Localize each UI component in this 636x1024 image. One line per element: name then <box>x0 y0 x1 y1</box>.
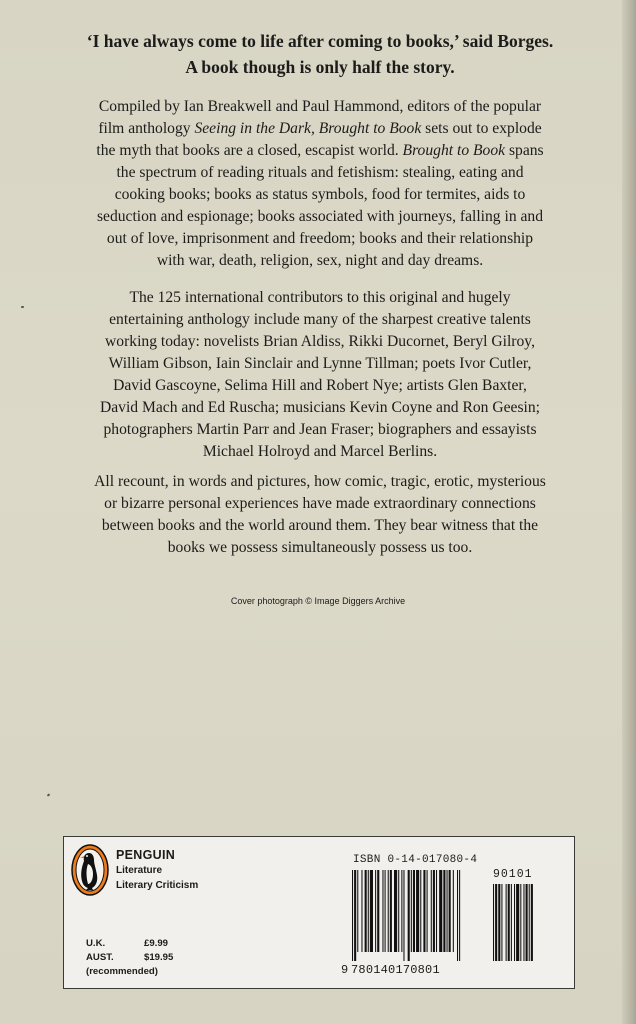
blurb-line <box>70 140 570 162</box>
barcode-bar <box>447 870 448 952</box>
barcode-bar <box>408 870 410 961</box>
price-region: U.K. <box>86 938 106 949</box>
quote-line-1: ‘I have always come to life after coming to books,’ said Borges. <box>86 31 554 51</box>
price-recommended: (recommended) <box>86 966 158 977</box>
barcode-addon-bar <box>506 884 507 961</box>
barcode-addon-bar <box>529 884 530 961</box>
blurb-line: All recount, in words and pictures, how comic, tragic, erotic, mysterious <box>94 473 546 490</box>
barcode-bar <box>427 870 428 952</box>
price-row-uk <box>86 937 173 951</box>
publisher-name: PENGUIN <box>116 848 176 862</box>
barcode-bar <box>375 870 376 952</box>
barcode-addon-bar <box>516 884 519 961</box>
book-title-italic: Seeing in the Dark, Brought to Book <box>194 120 422 137</box>
category-literature: Literature <box>116 865 163 876</box>
blurb-text: sets out to explode <box>421 120 542 137</box>
price-addon-digits: 90101 <box>493 868 533 881</box>
blurb-line: seduction and espionage; books associated with journeys, falling in and <box>96 208 544 225</box>
book-title-italic: Brought to Book <box>402 142 506 159</box>
borges-quote <box>40 28 600 80</box>
barcode-addon-bar <box>493 884 494 961</box>
price-value: $19.95 <box>144 952 174 963</box>
barcode-addon-bar <box>495 884 497 961</box>
barcode-bar <box>433 870 435 952</box>
ean-right-digits: 170801 <box>395 963 440 977</box>
barcode-addon-bar <box>526 884 528 961</box>
barcode-bar <box>449 870 451 952</box>
isbn-number: ISBN 0-14-017080-4 <box>353 854 478 866</box>
price-value: £9.99 <box>144 938 169 949</box>
barcode-addon-bar <box>520 884 521 961</box>
blurb-paragraph-3 <box>70 471 570 559</box>
barcode-bar <box>416 870 419 952</box>
barcode-bar <box>443 870 445 952</box>
blurb-text: the myth that books are a closed, escapist world. <box>96 142 403 159</box>
barcode-bar <box>385 870 386 952</box>
barcode-bar <box>398 870 399 952</box>
cover-photo-credit: Cover photograph © Image Diggers Archive <box>230 596 406 606</box>
barcode-bar <box>377 870 379 952</box>
barcode-addon-bar <box>498 884 500 961</box>
barcode-bar <box>388 870 389 952</box>
blurb-paragraph-1 <box>70 96 570 272</box>
barcode-bar <box>420 870 421 952</box>
barcode-bar <box>423 870 425 952</box>
barcode-bar <box>394 870 397 952</box>
blurb-line <box>70 118 570 140</box>
blurb-line: The 125 international contributors to this original and hugely <box>129 289 511 306</box>
penguin-logo-icon <box>71 844 109 896</box>
barcode-bar <box>439 870 442 952</box>
barcode-bar <box>365 870 367 952</box>
blurb-line: Michael Holroyd and Marcel Berlins. <box>202 443 438 460</box>
blurb-line: with war, death, religion, sex, night and day dreams. <box>156 252 484 269</box>
cover-spine-edge <box>622 0 636 1024</box>
blurb-paragraph-2 <box>70 287 570 463</box>
barcode-addon-bar <box>511 884 512 961</box>
barcode-bar <box>361 870 362 952</box>
blurb-line: books we possess simultaneously possess us too. <box>167 539 473 556</box>
barcode-addon-bar <box>514 884 515 961</box>
blurb-text: spans <box>505 142 544 159</box>
barcode-bar <box>453 870 454 952</box>
barcode <box>352 870 564 964</box>
barcode-bar <box>382 870 383 952</box>
barcode-bar <box>352 870 353 961</box>
blurb-text: film anthology <box>98 120 195 137</box>
blurb-line: between books and the world around them. They bear witness that the <box>101 517 539 534</box>
barcode-addon-bar <box>531 884 533 961</box>
blurb-line: out of love, imprisonment and freedom; books and their relationship <box>106 230 534 247</box>
publisher-block <box>116 848 198 893</box>
publisher-barcode-panel <box>63 836 575 989</box>
blurb-line: the spectrum of reading rituals and fetishism: stealing, eating and <box>116 164 524 181</box>
blurb-line: photographers Martin Parr and Jean Fraser; biographers and essayists <box>103 421 537 438</box>
print-speck <box>21 306 24 308</box>
barcode-addon-bar <box>501 884 502 961</box>
barcode-bar <box>401 870 402 952</box>
ean-first-digit: 9 <box>341 963 349 977</box>
blurb-line: entertaining anthology include many of the sharpest creative talents <box>109 311 531 328</box>
ean-number <box>341 963 440 977</box>
blurb-line: Compiled by Ian Breakwell and Paul Hammond, editors of the popular <box>98 98 542 115</box>
barcode-bar <box>403 870 404 961</box>
ean-left-digits: 780140 <box>351 963 396 977</box>
barcode-bar <box>457 870 458 961</box>
blurb-line: or bizarre personal experiences have made extraordinary connections <box>104 495 536 512</box>
barcode-bar <box>354 870 356 961</box>
barcode-bar <box>368 870 369 952</box>
blurb-line: cooking books; books as status symbols, food for termites, aids to <box>114 186 526 203</box>
blurb-line: David Mach and Ed Ruscha; musicians Kevin Coyne and Ron Geesin; <box>99 399 540 416</box>
blurb-line: David Gascoyne, Selima Hill and Robert Nye; artists Glen Baxter, <box>113 377 527 394</box>
barcode-bar <box>459 870 460 961</box>
barcode-bar <box>357 870 358 952</box>
barcode-bar <box>370 870 373 952</box>
barcode-bar <box>436 870 437 952</box>
price-region: AUST. <box>86 952 114 963</box>
barcode-bar <box>431 870 432 952</box>
barcode-addon-bar <box>508 884 510 961</box>
price-block <box>86 937 173 979</box>
barcode-bar <box>411 870 412 952</box>
price-row-aust <box>86 951 173 965</box>
barcode-bar <box>390 870 392 952</box>
quote-line-2: A book though is only half the story. <box>185 57 455 77</box>
category-literary-criticism: Literary Criticism <box>116 880 199 891</box>
barcode-addon-bar <box>523 884 524 961</box>
barcode-bar <box>413 870 415 952</box>
blurb-line: William Gibson, Iain Sinclair and Lynne Tillman; poets Ivor Cutler, <box>108 355 532 372</box>
blurb-line: working today: novelists Brian Aldiss, Rikki Ducornet, Beryl Gilroy, <box>105 333 535 350</box>
